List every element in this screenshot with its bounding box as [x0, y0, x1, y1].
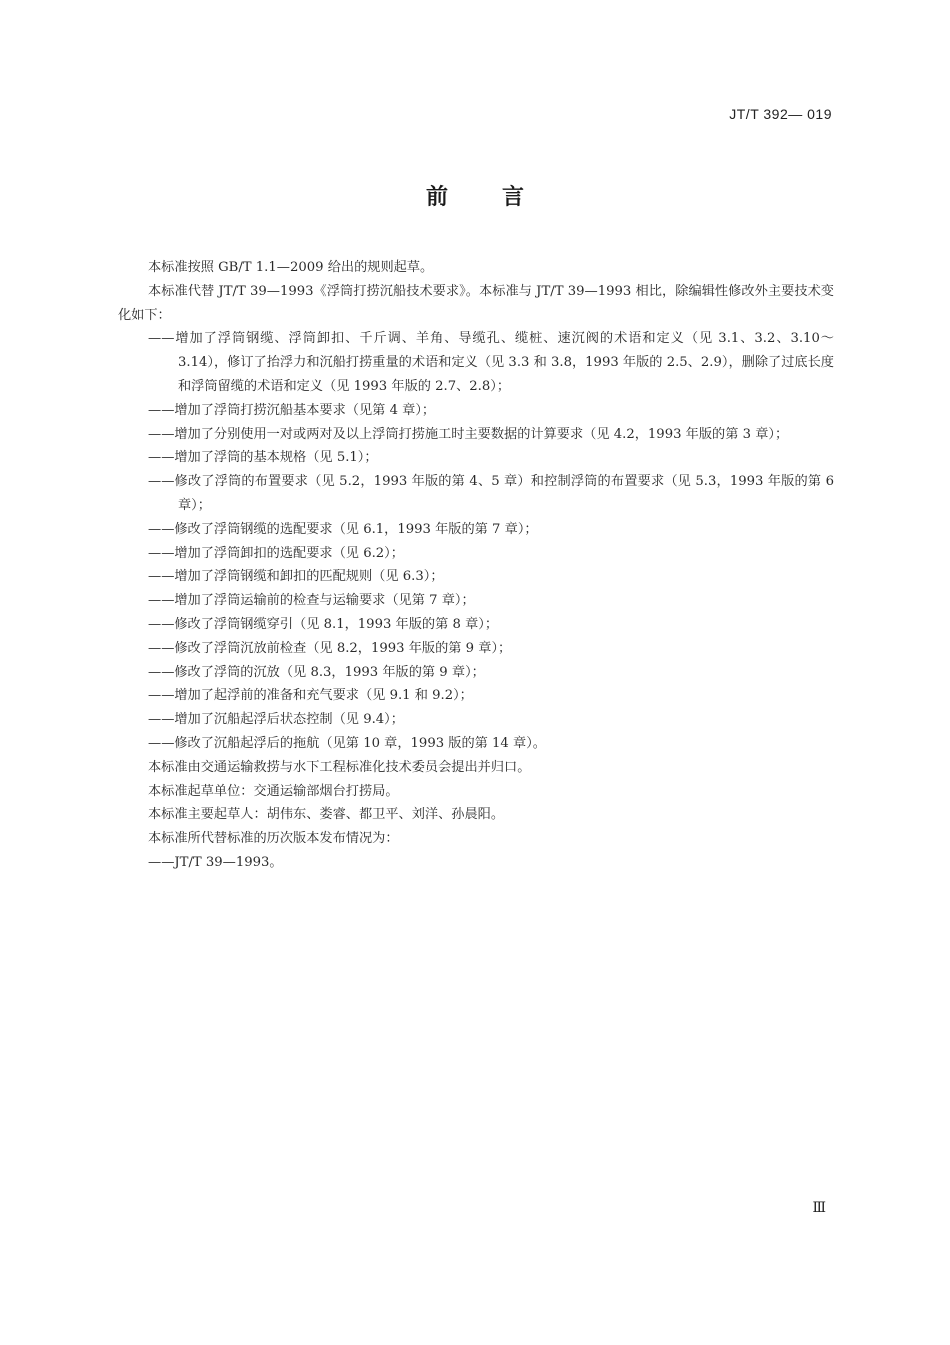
list-item: ——修改了浮筒钢缆穿引（见 8.1，1993 年版的第 8 章）；: [148, 616, 499, 632]
list-item: ——增加了分别使用一对或两对及以上浮筒打捞施工时主要数据的计算要求（见 4.2，1993 年版的第 3 章）；: [148, 426, 789, 442]
paragraph-version-history: 本标准所代替标准的历次版本发布情况为：: [148, 831, 399, 847]
page-title: 前言: [425, 185, 578, 210]
list-item: ——修改了浮筒钢缆的选配要求（见 6.1，1993 年版的第 7 章）；: [148, 521, 538, 537]
paragraph-proposer: 本标准由交通运输救捞与水下工程标准化技术委员会提出并归口。: [148, 759, 531, 775]
list-item: ——增加了沉船起浮后状态控制（见 9.4）；: [148, 712, 404, 728]
list-item: ——增加了浮筒钢缆、浮筒卸扣、千斤调、羊角、导缆孔、缆桩、速沉阀的术语和定义（见 3.1、3.2、3.10～3.14），修订了抬浮力和沉船打捞重量的术语和定义（见 3.3 和 3.8，1993 年版的 2.5、2.9），删除了过底长度和浮筒留缆的术语和定义（见 1993 年版的 2.7、2.8）；: [148, 331, 834, 394]
list-item: ——修改了浮筒的布置要求（见 5.2，1993 年版的第 4、5 章）和控制浮筒的布置要求（见 5.3，1993 年版的第 6 章）；: [148, 474, 834, 513]
paragraph-drafters: 本标准主要起草人：胡伟东、娄睿、都卫平、刘洋、孙晨阳。: [148, 807, 505, 823]
document-code: JT/T 392— 019: [729, 106, 832, 122]
foreword-body: [118, 256, 834, 875]
paragraph-drafting-unit: 本标准起草单位：交通运输部烟台打捞局。: [148, 783, 399, 799]
paragraph-drafting-rules: 本标准按照 GB/T 1.1—2009 给出的规则起草。: [148, 260, 434, 275]
list-item: ——增加了起浮前的准备和充气要求（见 9.1 和 9.2）；: [148, 688, 473, 704]
list-item: ——增加了浮筒钢缆和卸扣的匹配规则（见 6.3）；: [148, 569, 444, 585]
list-item: ——增加了浮筒卸扣的选配要求（见 6.2）；: [148, 545, 404, 561]
list-item: ——修改了沉船起浮后的拖航（见第 10 章，1993 版的第 14 章）。: [148, 735, 546, 751]
paragraph-replacement-note: 本标准代替 JT/T 39—1993《浮筒打捞沉船技术要求》。本标准与 JT/T 39—1993 相比，除编辑性修改外主要技术变化如下：: [118, 283, 834, 323]
page-number: Ⅲ: [812, 1200, 826, 1216]
replaced-version-item: ——JT/T 39—1993。: [148, 854, 283, 870]
list-item: ——增加了浮筒的基本规格（见 5.1）；: [148, 450, 378, 466]
list-item: ——增加了浮筒打捞沉船基本要求（见第 4 章）；: [148, 402, 436, 418]
list-item: ——修改了浮筒沉放前检查（见 8.2，1993 年版的第 9 章）；: [148, 640, 512, 656]
list-item: ——增加了浮筒运输前的检查与运输要求（见第 7 章）；: [148, 593, 475, 609]
list-item: ——修改了浮筒的沉放（见 8.3，1993 年版的第 9 章）；: [148, 664, 485, 680]
technical-changes-list: [118, 327, 834, 755]
